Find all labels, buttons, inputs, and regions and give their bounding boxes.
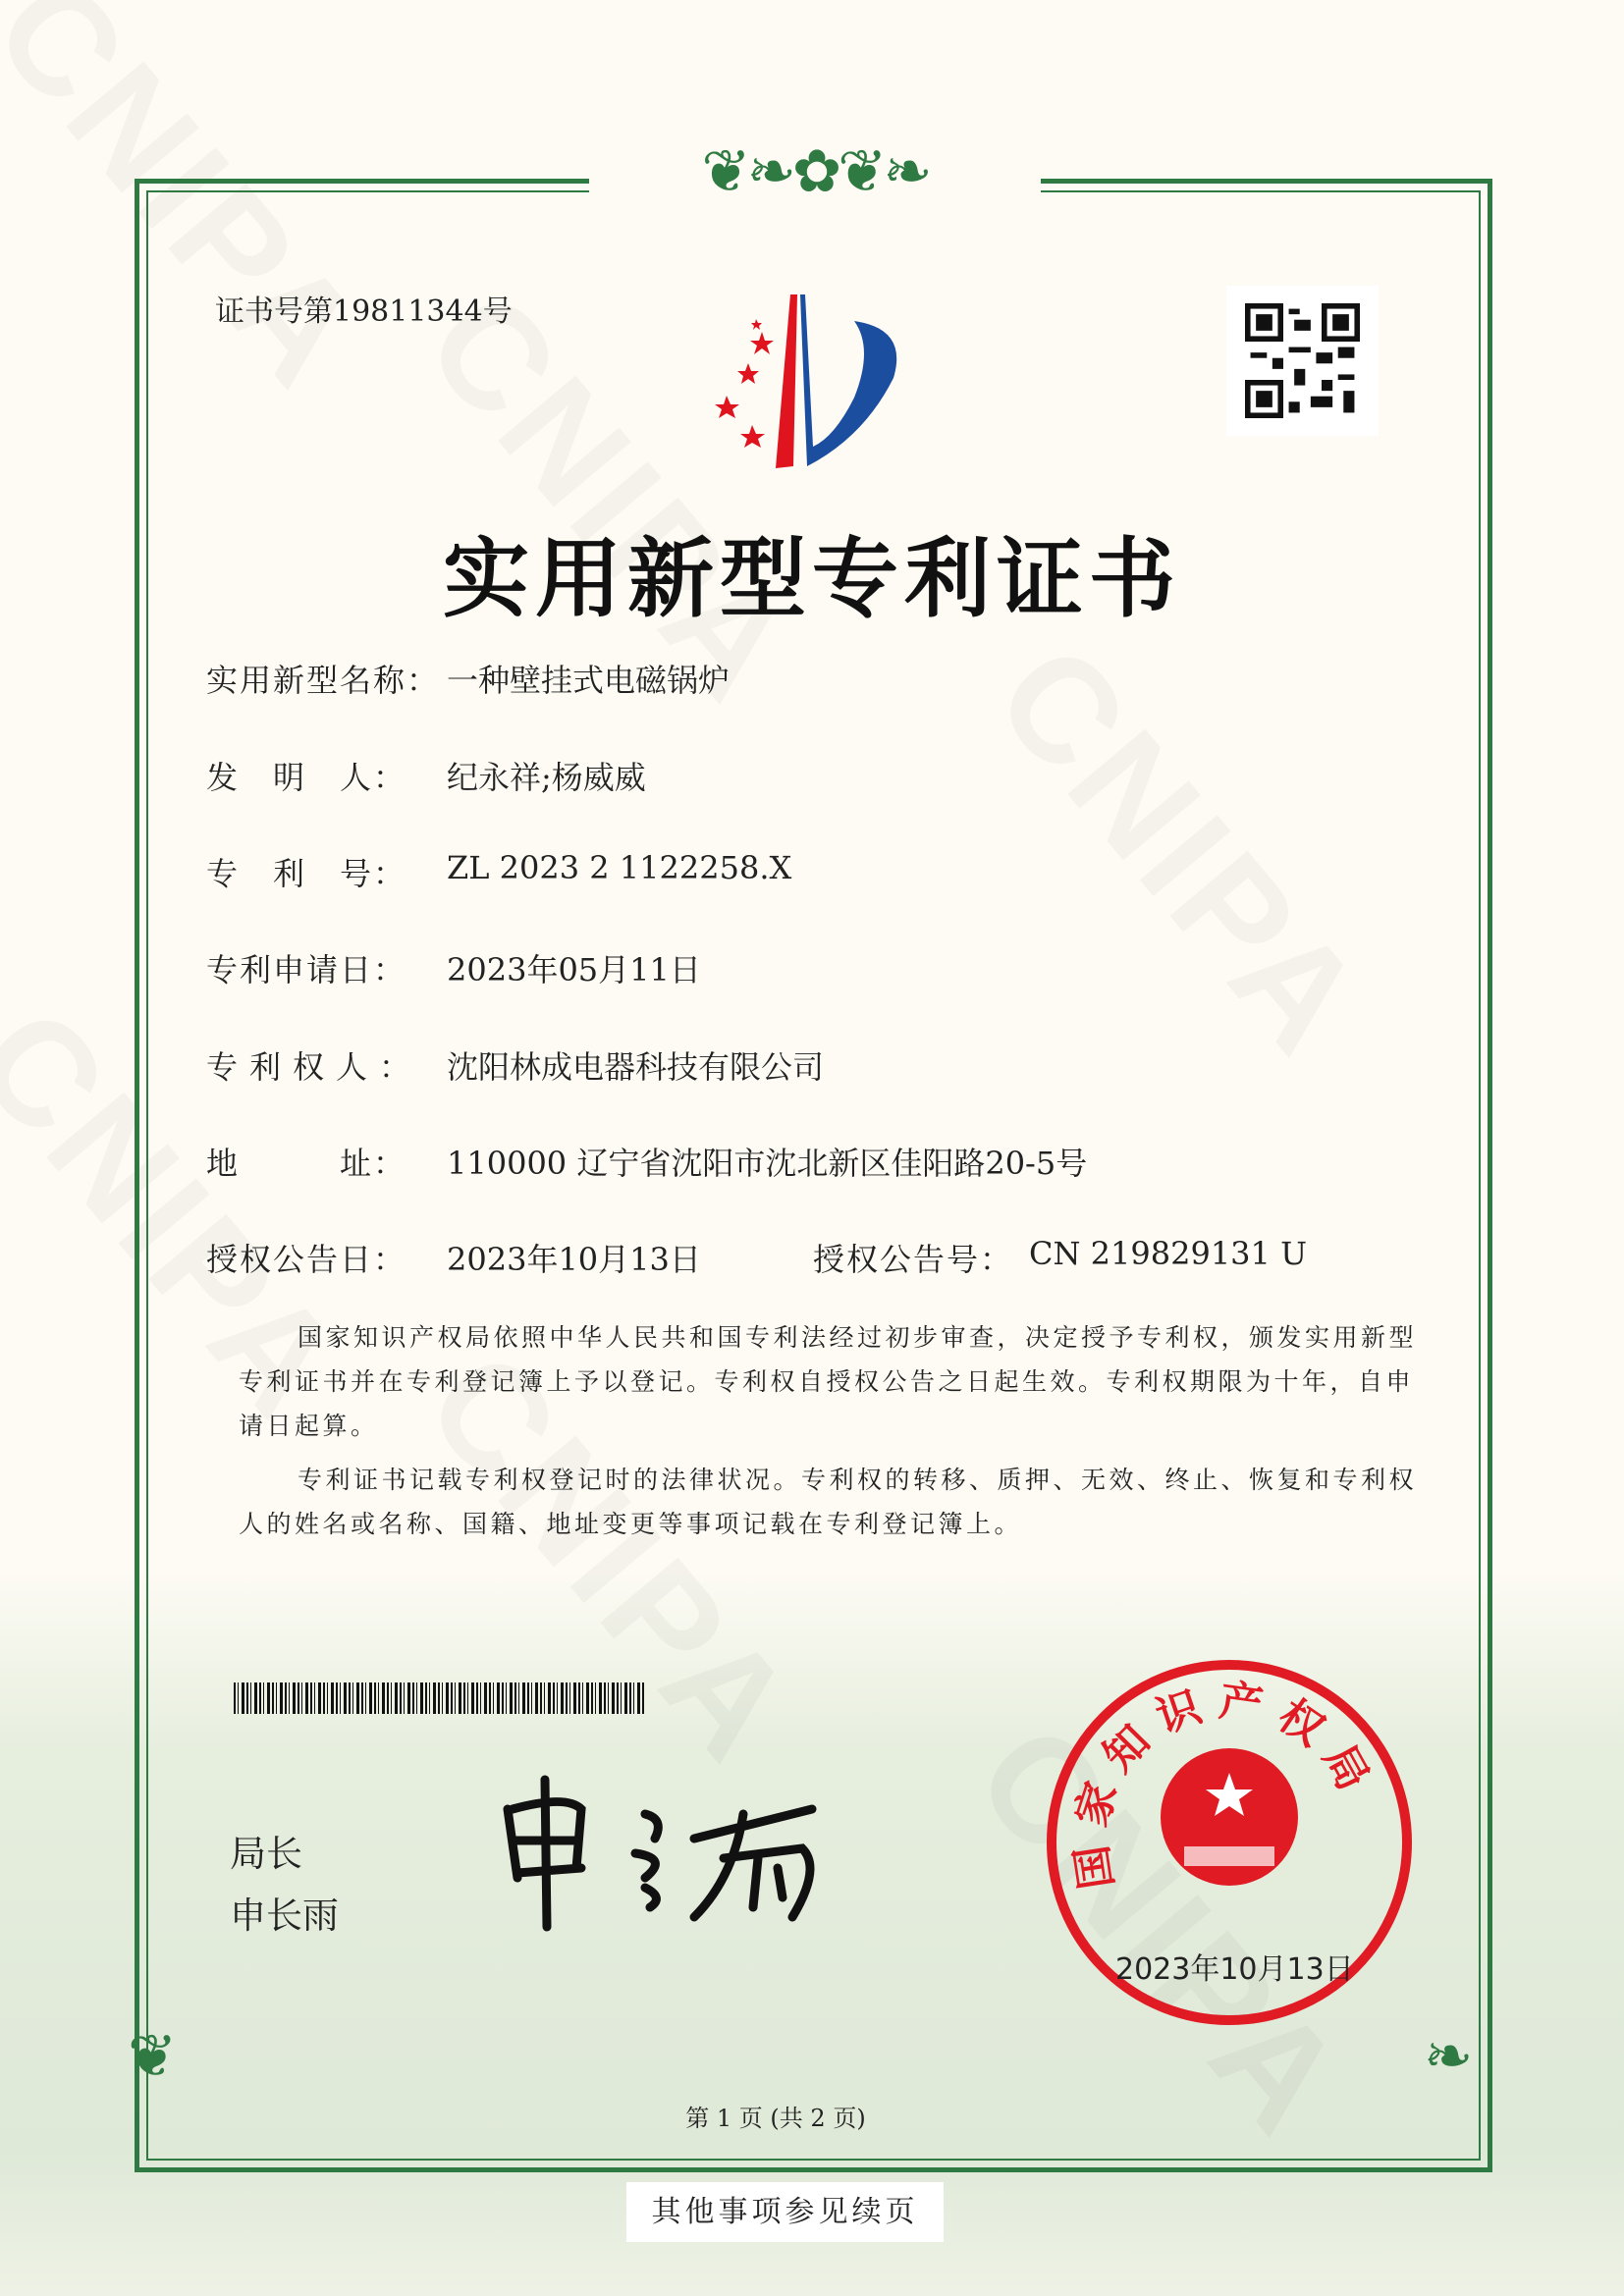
qr-code[interactable] [1226, 286, 1379, 436]
field-label: 专利申请日： [206, 951, 407, 988]
corner-ornament-icon: ❧ [1424, 2022, 1474, 2091]
corner-ornament-icon: ❦ [128, 2022, 178, 2091]
field-row [206, 753, 646, 798]
publication-value: CN 219829131 U [1029, 1235, 1308, 1272]
publication-label: 授权公告号： [813, 1241, 1014, 1278]
field-label: 专 利 号： [206, 855, 407, 892]
continued-note: 其他事项参见续页 [626, 2182, 944, 2242]
signatory-name: 申长雨 [230, 1895, 339, 1937]
field-label: 地 址： [206, 1145, 407, 1182]
statement-paragraphs [239, 1315, 1417, 1546]
paragraph: 国家知识产权局依照中华人民共和国专利法经过初步审查，决定授予专利权，颁发实用新型专利证书并在专利登记簿上予以登记。专利权自授权公告之日起生效。专利权期限为十年，自申请日起算。 [239, 1323, 1418, 1440]
field-label: 专利权人： [206, 1048, 423, 1086]
field-label: 实用新型名称： [206, 662, 441, 699]
field-value: 纪永祥;杨威威 [447, 759, 646, 796]
signatory-title: 局长 [230, 1833, 302, 1875]
cnipa-logo-icon [697, 290, 938, 476]
field-value: 沈阳林成电器科技有限公司 [447, 1048, 825, 1086]
page-title: 实用新型专利证书 [442, 528, 1181, 629]
field-value: 110000 辽宁省沈阳市沈北新区佳阳路20-5号 [447, 1145, 1088, 1182]
official-seal [1047, 1660, 1412, 2025]
field-row [206, 1139, 1087, 1184]
field-value: 2023年05月11日 [447, 951, 701, 988]
certificate-number: 证书号第19811344号 [215, 294, 513, 329]
paragraph: 专利证书记载专利权登记时的法律状况。专利权的转移、质押、无效、终止、恢复和专利权人的姓名或名称、国籍、地址变更等事项记载在专利登记簿上。 [239, 1466, 1418, 1538]
field-value: ZL 2023 2 1122258.X [447, 849, 792, 886]
page-number: 第 1 页 (共 2 页) [685, 2105, 866, 2132]
seal-text: 国家知识产权局 [1064, 1676, 1385, 1893]
field-row [206, 1235, 1307, 1280]
field-label: 发 明 人： [206, 759, 407, 796]
field-row [206, 849, 791, 894]
field-row [206, 1042, 824, 1088]
top-ornament-icon: ❦❧✿❦❧ [589, 137, 1041, 216]
qr-code-icon [1244, 303, 1361, 418]
handwritten-signature [498, 1770, 837, 1932]
seal-date: 2023年10月13日 [1115, 1952, 1354, 1987]
field-value: 一种壁挂式电磁锅炉 [447, 662, 731, 699]
field-value: 2023年10月13日 [447, 1241, 701, 1278]
field-row [206, 656, 730, 701]
barcode [234, 1682, 644, 1714]
field-row [206, 945, 701, 990]
field-label: 授权公告日： [206, 1241, 407, 1278]
